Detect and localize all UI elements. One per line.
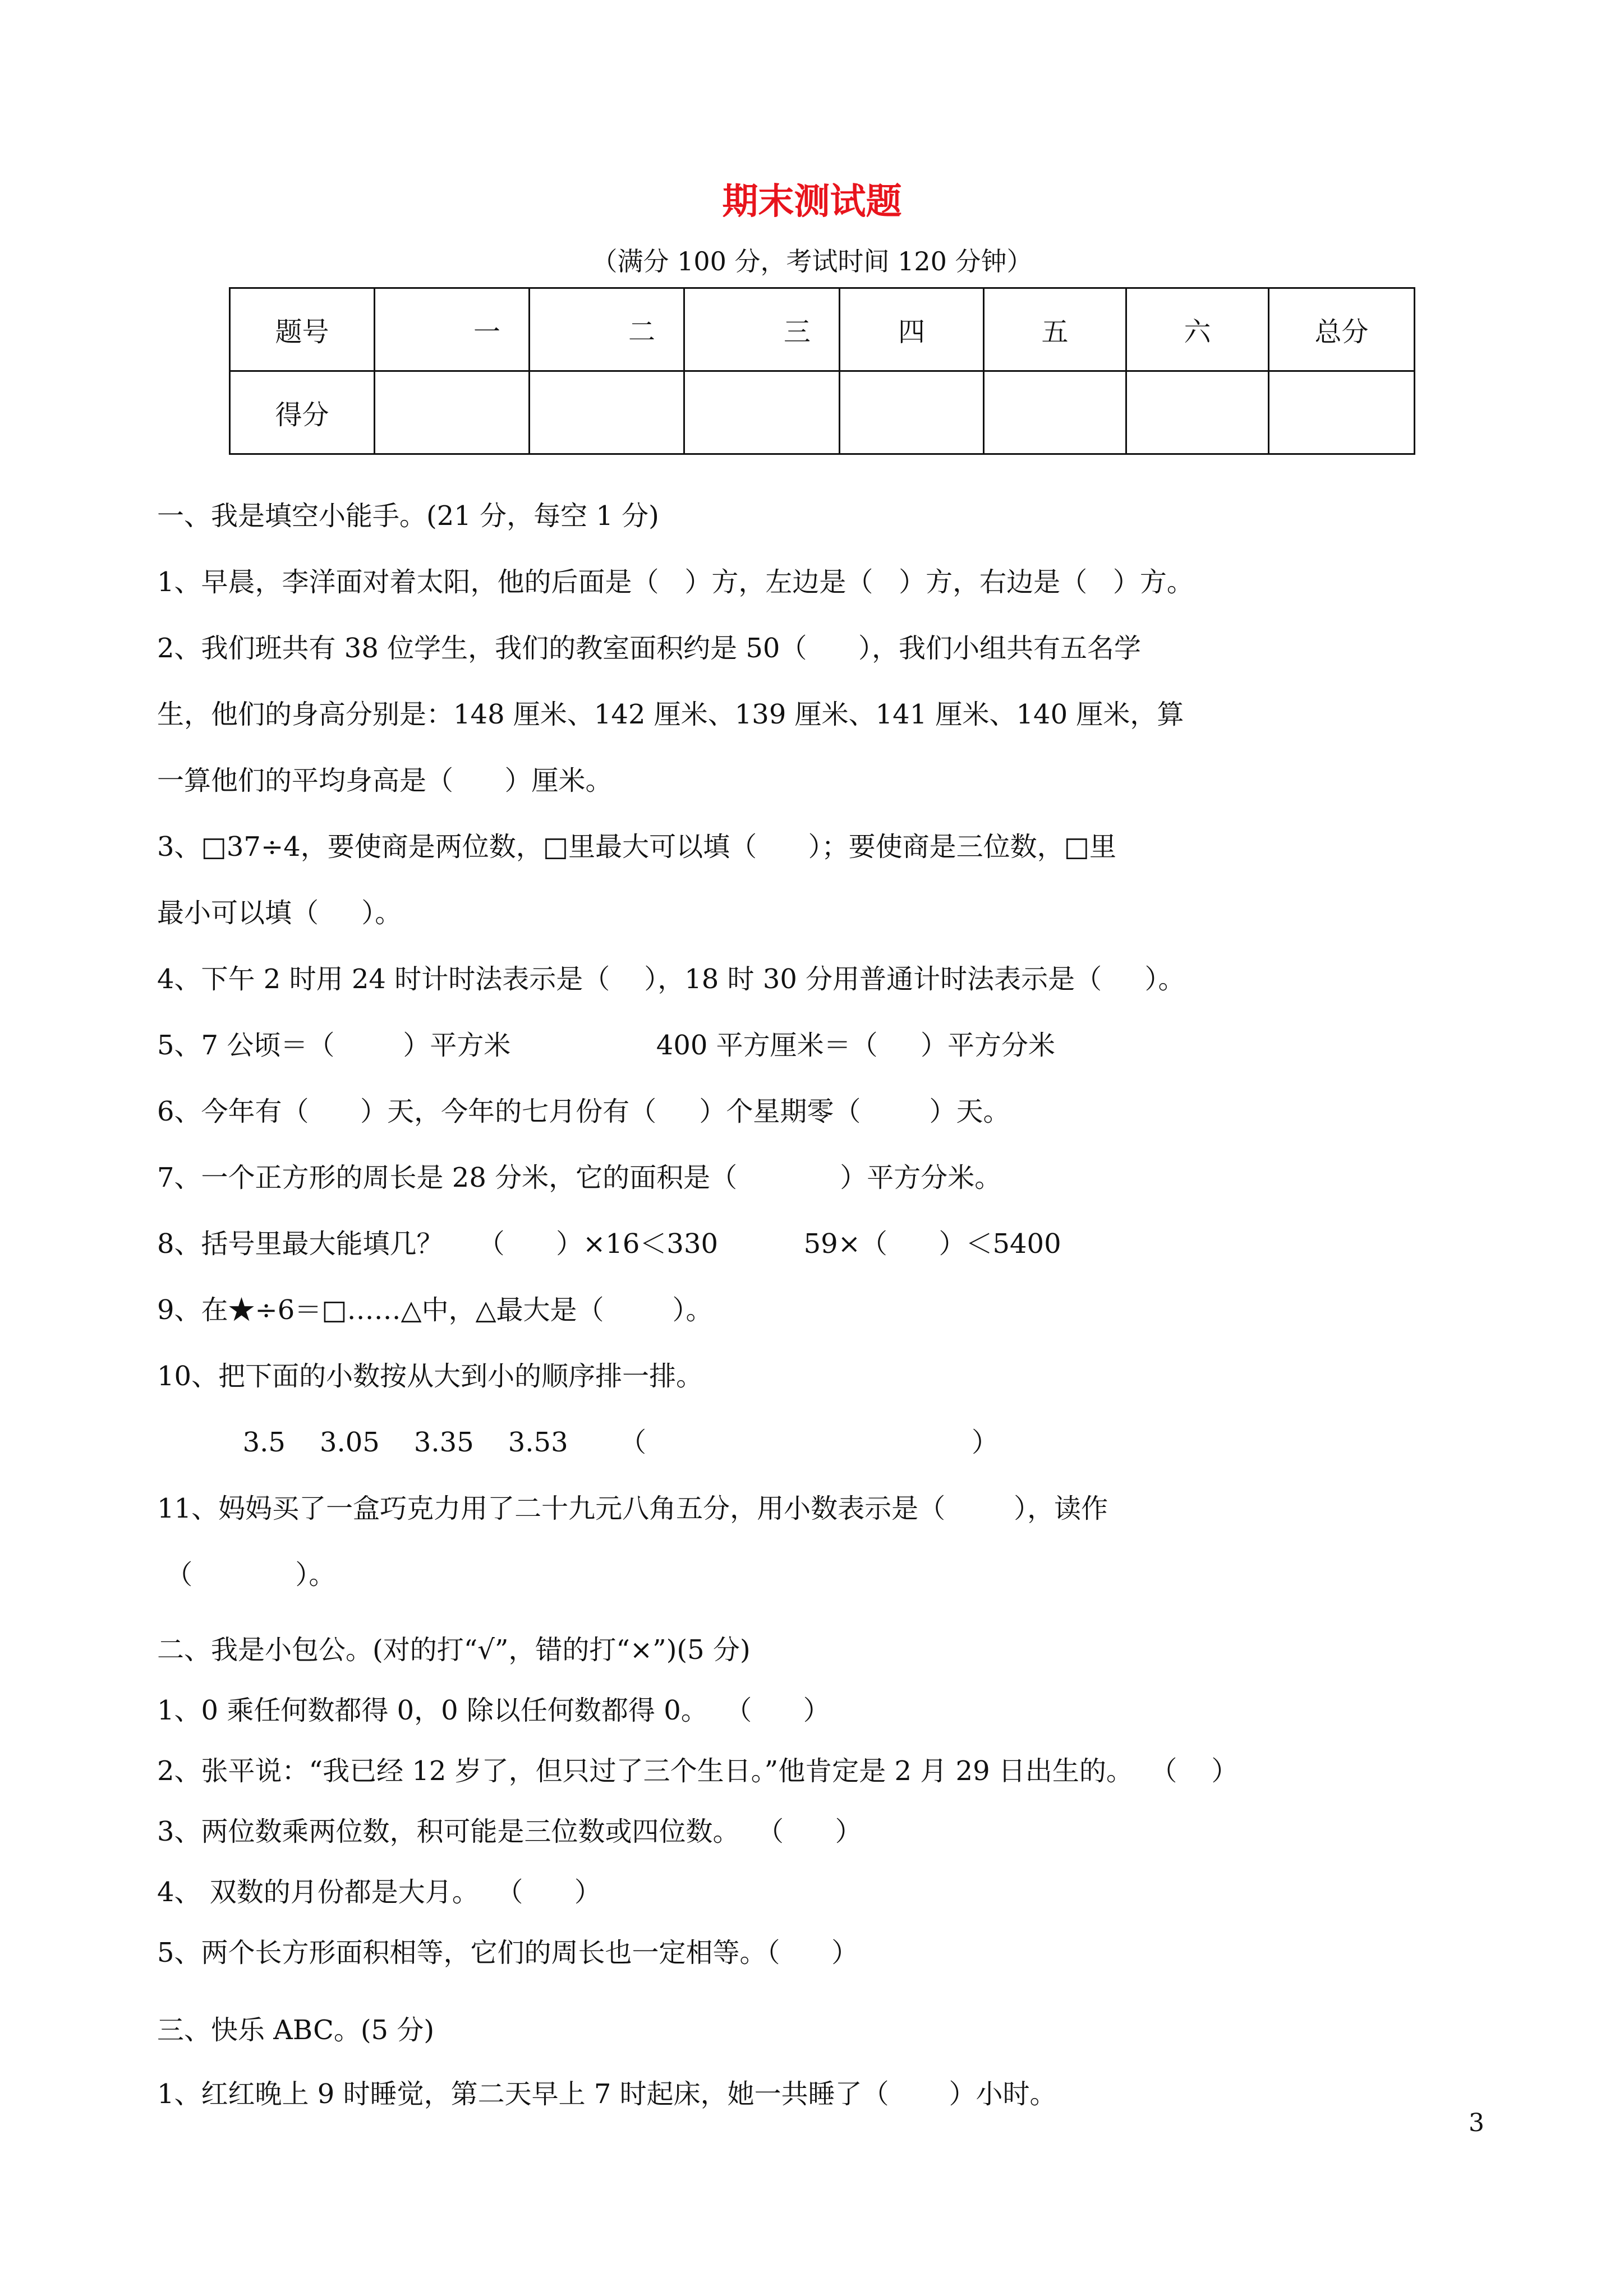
score-cell[interactable] [984,371,1126,454]
score-header-cell: 三 [684,288,840,371]
score-header-cell: 题号 [230,288,375,371]
score-header-cell: 四 [840,288,984,371]
score-header-cell: 总分 [1269,288,1415,371]
question-line: 生，他们的身高分别是：148 厘米、142 厘米、139 厘米、141 厘米、140 厘米，算 [157,699,1184,730]
question-line: 一算他们的平均身高是（ ）厘米。 [157,765,613,796]
section-heading: 一、我是填空小能手。(21 分，每空 1 分) [157,500,659,532]
question-line: 最小可以填（ ）。 [157,897,402,929]
question-line: 3.5 3.05 3.35 3.53 （ ） [157,1427,999,1458]
score-header-cell: 五 [984,288,1126,371]
score-cell[interactable] [375,371,530,454]
section-heading: 三、快乐 ABC。(5 分) [157,2014,435,2046]
question-line: 2、我们班共有 38 位学生，我们的教室面积约是 50（ ），我们小组共有五名学 [157,633,1142,664]
section-heading: 二、我是小包公。(对的打“√”，错的打“×”)(5 分) [157,1634,751,1666]
question-line: 4、 双数的月份都是大月。 （ ） [157,1877,601,1908]
score-table [229,287,1415,455]
question-line: 9、在★÷6＝□……△中，△最大是（ ）。 [157,1294,713,1326]
question-line: （ ）。 [157,1559,336,1590]
question-line: 2、张平说：“我已经 12 岁了，但只过了三个生日。”他肯定是 2 月 29 日出生的。 （ ） [157,1755,1239,1787]
question-line: 8、括号里最大能填几？ （ ）×16＜330 59×（ ）＜5400 [157,1228,1061,1260]
score-row-label: 得分 [230,371,375,454]
question-line: 3、两位数乘两位数，积可能是三位数或四位数。 （ ） [157,1816,862,1847]
question-line: 1、早晨，李洋面对着太阳，他的后面是（ ）方，左边是（ ）方，右边是（ ）方。 [157,566,1194,598]
score-cell[interactable] [684,371,840,454]
question-line: 4、下午 2 时用 24 时计时法表示是（ ），18 时 30 分用普通计时法表示是（ ）。 [157,963,1185,995]
question-line: 6、今年有（ ）天，今年的七月份有（ ）个星期零（ ）天。 [157,1096,1010,1127]
question-line: 10、把下面的小数按从大到小的顺序排一排。 [157,1361,703,1392]
question-line: 3、□37÷4，要使商是两位数，□里最大可以填（ ）；要使商是三位数，□里 [157,831,1116,863]
score-cell[interactable] [530,371,684,454]
question-line: 7、一个正方形的周长是 28 分米，它的面积是（ ）平方分米。 [157,1162,1002,1193]
question-line: 1、红红晚上 9 时睡觉，第二天早上 7 时起床，她一共睡了（ ）小时。 [157,2078,1057,2110]
score-header-cell: 六 [1126,288,1269,371]
question-line: 1、0 乘任何数都得 0，0 除以任何数都得 0。 （ ） [157,1695,830,1726]
score-table-score-row [230,371,1415,454]
page-number: 3 [1469,2109,1484,2137]
question-line: 5、7 公顷＝（ ）平方米 400 平方厘米＝（ ）平方分米 [157,1030,1055,1061]
score-header-cell: 一 [375,288,530,371]
page-title: 期末测试题 [722,181,902,223]
exam-info: （满分 100 分，考试时间 120 分钟） [591,246,1033,276]
score-cell[interactable] [1269,371,1415,454]
question-line: 5、两个长方形面积相等，它们的周长也一定相等。（ ） [157,1937,859,1968]
score-cell[interactable] [840,371,984,454]
score-cell[interactable] [1126,371,1269,454]
score-table-header-row [230,288,1415,371]
score-header-cell: 二 [530,288,684,371]
question-line: 11、妈妈买了一盒巧克力用了二十九元八角五分，用小数表示是（ ），读作 [157,1493,1108,1524]
